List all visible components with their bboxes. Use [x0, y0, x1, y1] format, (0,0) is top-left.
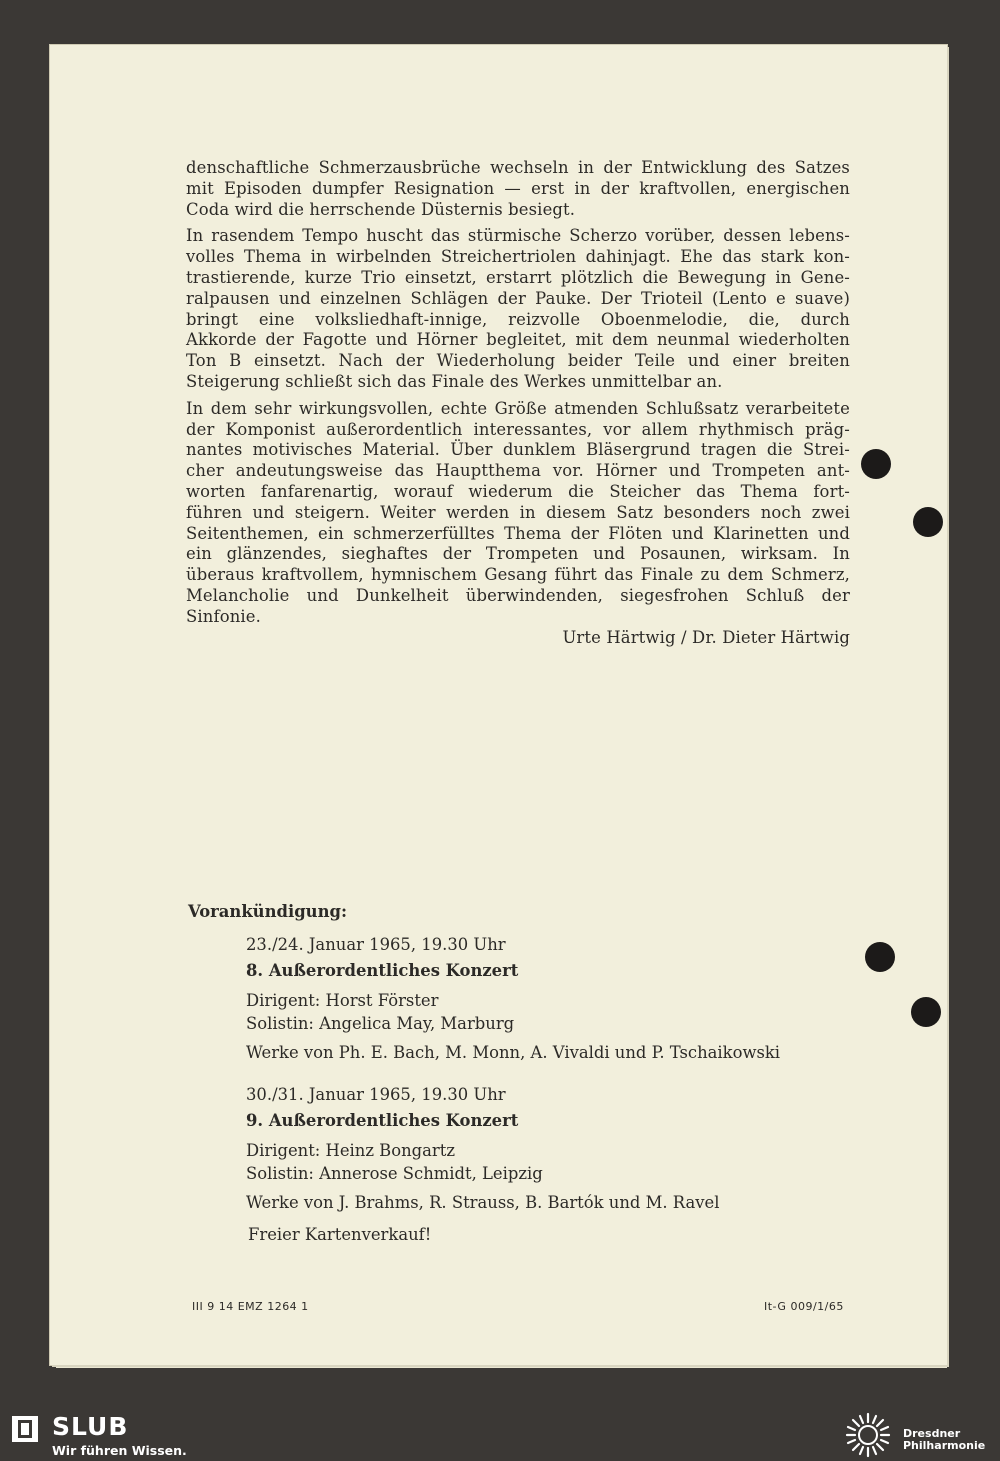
slub-logo-icon [12, 1416, 38, 1442]
concert-date: 30./31. Januar 1965, 19.30 Uhr [246, 1085, 506, 1104]
text-line: trastierende, kurze Trio einsetzt, erstarrt plötzlich die Bewegung in Gene- [186, 267, 850, 287]
text-line: Coda wird die herrschende Düsternis besiegt. [186, 199, 576, 219]
text-line: Seitenthemen, ein schmerzerfülltes Thema der Flöten und Klarinetten und [186, 523, 850, 543]
concert-soloist: Solistin: Angelica May, Marburg [246, 1014, 515, 1033]
paragraph [186, 399, 850, 628]
text-line: mit Episoden dumpfer Resignation — erst in der kraftvollen, energischen [186, 178, 850, 198]
article-body [186, 158, 850, 648]
punch-hole [865, 942, 895, 972]
concert-soloist: Solistin: Annerose Schmidt, Leipzig [246, 1164, 543, 1183]
text-line: Melancholie und Dunkelheit überwindenden, siegesfrohen Schluß der [186, 585, 850, 605]
text-line: der Komponist außerordentlich interessantes, vor allem rhythmisch präg- [186, 419, 850, 439]
text-line: führen und steigern. Weiter werden in diesem Satz besonders noch zwei [186, 502, 850, 522]
concert-works: Werke von J. Brahms, R. Strauss, B. Bartók und M. Ravel [246, 1193, 720, 1212]
text-line: In dem sehr wirkungsvollen, echte Größe atmenden Schlußsatz verarbeitete [186, 398, 850, 418]
print-code-left: III 9 14 EMZ 1264 1 [192, 1300, 309, 1313]
slub-tagline: Wir führen Wissen. [52, 1443, 187, 1458]
concert-date: 23./24. Januar 1965, 19.30 Uhr [246, 935, 506, 954]
text-line: worten fanfarenartig, worauf wiederum die Steicher das Thema fort- [186, 481, 850, 501]
print-code-right: It-G 009/1/65 [764, 1300, 844, 1313]
paragraph [186, 226, 850, 392]
text-line: Akkorde der Fagotte und Hörner begleitet, mit dem neunmal wiederholten [186, 330, 850, 350]
punch-hole [913, 507, 943, 537]
ticket-sale-note: Freier Kartenverkauf! [248, 1225, 432, 1244]
text-line: Sinfonie. [186, 606, 262, 626]
text-line: bringt eine volksliedhaft-innige, reizvolle Oboenmelodie, die, durch [186, 309, 850, 329]
concert-conductor: Dirigent: Horst Förster [246, 991, 439, 1010]
text-line: volles Thema in wirbelnden Streichertriolen dahinjagt. Ehe das stark kon- [186, 247, 850, 267]
announcement-heading: Vorankündigung: [188, 902, 347, 921]
text-line: überaus kraftvollem, hymnischem Gesang führt das Finale zu dem Schmerz, [186, 565, 850, 585]
author-signature: Urte Härtwig / Dr. Dieter Härtwig [562, 627, 850, 647]
punch-hole [861, 449, 891, 479]
philharmonie-name-line: Philharmonie [903, 1439, 986, 1452]
text-line: nantes motivisches Material. Über dunklem Bläsergrund tragen die Strei- [186, 440, 850, 460]
punch-hole [911, 997, 941, 1027]
paragraph [186, 158, 850, 220]
text-line: denschaftliche Schmerzausbrüche wechseln in der Entwicklung des Satzes [186, 158, 850, 177]
concert-title: 9. Außerordentliches Konzert [246, 1111, 519, 1130]
text-line: ein glänzendes, sieghaftes der Trompeten und Posaunen, wirksam. In [186, 544, 850, 564]
concert-entry [246, 935, 858, 1063]
concert-entry [246, 1085, 858, 1213]
text-line: ralpausen und einzelnen Schlägen der Pauke. Der Trioteil (Lento e suave) [186, 288, 850, 308]
slub-logo-text: SLUB [52, 1412, 129, 1441]
philharmonie-logo-text [903, 1428, 985, 1452]
concert-title: 8. Außerordentliches Konzert [246, 961, 519, 980]
text-line: cher andeutungsweise das Hauptthema vor. Hörner und Trompeten ant- [186, 461, 850, 481]
philharmonie-logo-icon [843, 1412, 893, 1458]
concert-works: Werke von Ph. E. Bach, M. Monn, A. Vivaldi und P. Tschaikowski [246, 1043, 781, 1062]
text-line: Ton B einsetzt. Nach der Wiederholung beider Teile und einer breiten [186, 351, 850, 371]
text-line: In rasendem Tempo huscht das stürmische Scherzo vorüber, dessen lebens- [186, 226, 850, 246]
concert-conductor: Dirigent: Heinz Bongartz [246, 1141, 455, 1160]
philharmonie-name-line: Dresdner [903, 1427, 961, 1440]
text-line: Steigerung schließt sich das Finale des Werkes unmittelbar an. [186, 371, 723, 391]
announcement-section [188, 902, 858, 1244]
